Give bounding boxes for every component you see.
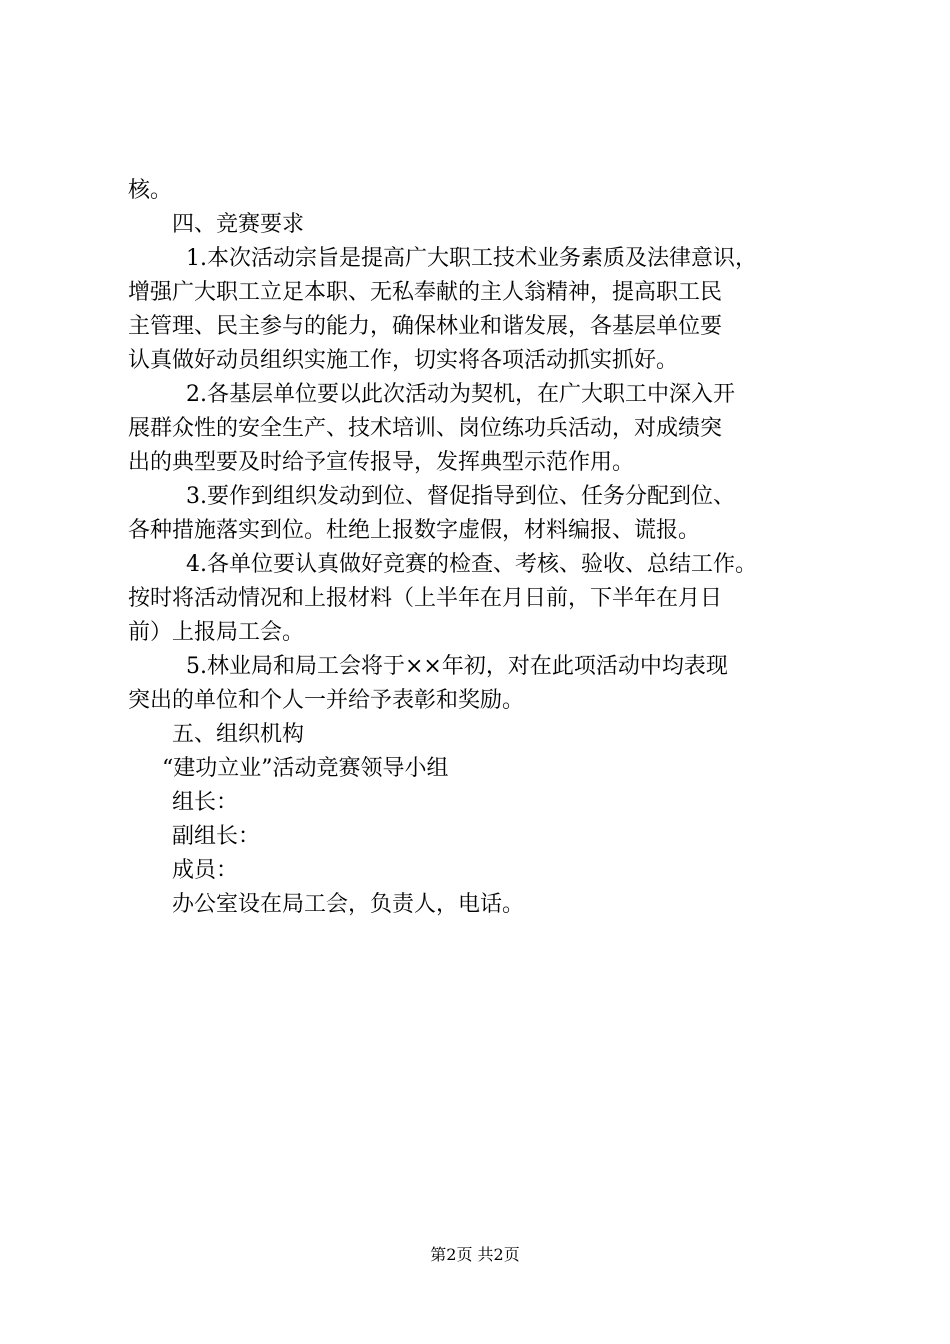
section-heading: 五、组织机构 (172, 722, 305, 747)
paragraph-line: 按时将活动情况和上报材料（上半年在月日前，下半年在月日 (128, 586, 723, 611)
paragraph-line: 突出的单位和个人一并给予表彰和奖励。 (128, 688, 525, 713)
section-heading: 四、竞赛要求 (172, 212, 305, 237)
paragraph-line: 4.各单位要认真做好竞赛的检查、考核、验收、总结工作。 (186, 552, 757, 577)
paragraph-line: 前）上报局工会。 (128, 620, 305, 645)
role-line-leader: 组长： (172, 790, 239, 815)
paragraph-line: 5.林业局和局工会将于××年初，对在此项活动中均表现 (186, 654, 728, 679)
role-line-members: 成员： (172, 858, 239, 883)
paragraph-line: 认真做好动员组织实施工作，切实将各项活动抓实抓好。 (128, 348, 679, 373)
paragraph-line: 主管理、民主参与的能力，确保林业和谐发展，各基层单位要 (128, 314, 723, 339)
paragraph-line: 展群众性的安全生产、技术培训、岗位练功兵活动，对成绩突 (128, 416, 723, 441)
document-body (128, 174, 838, 922)
page-footer: 第2页 共2页 (430, 1245, 520, 1264)
paragraph-line: 增强广大职工立足本职、无私奉献的主人翁精神，提高职工民 (128, 280, 723, 305)
paragraph-line: 出的典型要及时给予宣传报导，发挥典型示范作用。 (128, 450, 635, 475)
paragraph-line: 2.各基层单位要以此次活动为契机，在广大职工中深入开 (186, 382, 735, 407)
group-title: “建功立业”活动竞赛领导小组 (162, 756, 449, 781)
text-line: 核。 (128, 178, 173, 203)
paragraph-line: 各种措施落实到位。杜绝上报数字虚假，材料编报、谎报。 (128, 518, 701, 543)
office-line: 办公室设在局工会，负责人，电话。 (172, 892, 525, 917)
paragraph-line: 3.要作到组织发动到位、督促指导到位、任务分配到位、 (186, 484, 735, 509)
paragraph-line: 1.本次活动宗旨是提高广大职工技术业务素质及法律意识， (186, 246, 757, 271)
role-line-deputy: 副组长： (172, 824, 261, 849)
